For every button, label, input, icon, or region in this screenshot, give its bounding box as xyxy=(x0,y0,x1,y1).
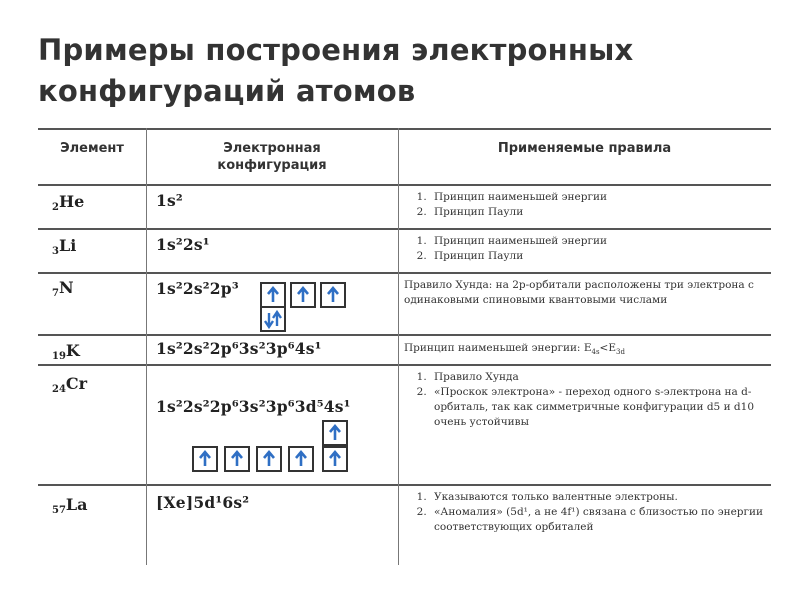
atomic-number: 24 xyxy=(52,384,66,395)
rule-text-pre: Принцип наименьшей энергии: E xyxy=(404,342,592,354)
rule-item: 1. Принцип наименьшей энергии xyxy=(430,234,766,249)
arrow-up-icon xyxy=(292,284,314,306)
element-symbol: La xyxy=(65,495,88,514)
config-li: 1s²2s¹ xyxy=(156,235,210,254)
table-top-border xyxy=(38,128,771,130)
title-line-1: Примеры построения электронных xyxy=(38,33,634,67)
element-li xyxy=(52,236,147,257)
config-he: 1s² xyxy=(156,191,183,210)
rule-text xyxy=(404,341,766,360)
rules-n xyxy=(404,278,766,308)
orbital-box-2s xyxy=(260,306,286,332)
rule-item: 2. «Проскок электрона» - переход одного s-электрона на d-орбиталь, так как симметричные конфигурации d5 и d10 очень устойчивы xyxy=(430,385,766,430)
orbital-box-2p xyxy=(320,282,346,308)
row-divider xyxy=(38,484,771,486)
element-he xyxy=(52,192,147,213)
config-cr: 1s²2s²2p⁶3s²3p⁶3d⁵4s¹ xyxy=(156,397,351,416)
arrow-up-icon xyxy=(258,448,280,470)
rule-item: 1. Правило Хунда xyxy=(430,370,766,385)
row-divider xyxy=(38,228,771,230)
element-symbol: Li xyxy=(58,236,77,255)
rule-item: 1. Принцип наименьшей энергии xyxy=(430,190,766,205)
element-n xyxy=(52,278,147,299)
arrow-up-icon xyxy=(322,284,344,306)
orbital-box-3d xyxy=(288,446,314,472)
orbital-box-2p xyxy=(290,282,316,308)
header-config-line-1: Электронная xyxy=(223,141,321,156)
config-la: [Xe]5d¹6s² xyxy=(156,493,250,512)
config-k: 1s²2s²2p⁶3s²3p⁶4s¹ xyxy=(156,339,322,358)
orbital-box-3d xyxy=(224,446,250,472)
title-line-2: конфигураций атомов xyxy=(38,74,416,108)
atomic-number: 19 xyxy=(52,351,66,362)
row-divider xyxy=(38,272,771,274)
rule-item: 2. Принцип Паули xyxy=(430,249,766,264)
element-cr xyxy=(52,374,147,395)
element-k xyxy=(52,341,147,362)
element-symbol: He xyxy=(58,192,85,211)
column-divider xyxy=(398,128,399,565)
header-divider xyxy=(38,184,771,186)
arrow-up-down-icon xyxy=(262,308,284,330)
arrow-up-icon xyxy=(324,422,346,444)
header-config xyxy=(146,140,398,174)
page-title xyxy=(38,30,768,112)
rule-sub-3d: 3d xyxy=(616,348,625,357)
rule-text: Правило Хунда: на 2p-орбитали расположены три электрона с одинаковыми спиновыми квантовыми числами xyxy=(404,279,754,306)
rule-item: 2. Принцип Паули xyxy=(430,205,766,220)
orbital-box-3d xyxy=(322,446,348,472)
orbital-box-3d xyxy=(192,446,218,472)
element-symbol: N xyxy=(58,278,74,297)
arrow-up-icon xyxy=(290,448,312,470)
rules-k xyxy=(404,341,766,360)
atomic-number: 2 xyxy=(52,202,59,213)
rules-cr xyxy=(404,370,766,430)
element-symbol: Cr xyxy=(65,374,88,393)
orbital-box-2p xyxy=(260,282,286,308)
atomic-number: 3 xyxy=(52,246,59,257)
rule-sub-4s: 4s xyxy=(591,348,600,357)
config-n: 1s²2s²2p³ xyxy=(156,279,239,298)
header-element: Элемент xyxy=(60,141,124,156)
rules-he xyxy=(404,190,766,220)
header-rules: Применяемые правила xyxy=(497,141,672,156)
orbital-box-3d xyxy=(256,446,282,472)
rules-la xyxy=(404,490,766,535)
arrow-up-icon xyxy=(324,448,346,470)
arrow-up-icon xyxy=(194,448,216,470)
rules-li xyxy=(404,234,766,264)
arrow-up-icon xyxy=(262,284,284,306)
rule-item: 1. Указываются только валентные электроны. xyxy=(430,490,766,505)
row-divider xyxy=(38,334,771,336)
atomic-number: 7 xyxy=(52,288,59,299)
rule-text-mid: <E xyxy=(599,342,616,354)
element-symbol: K xyxy=(65,341,80,360)
rule-item: 2. «Аномалия» (5d¹, а не 4f¹) связана с близостью по энергии соответствующих орбиталей xyxy=(430,505,766,535)
configurations-table xyxy=(38,128,771,565)
element-la xyxy=(52,495,147,516)
orbital-box-4s xyxy=(322,420,348,446)
row-divider xyxy=(38,364,771,366)
arrow-up-icon xyxy=(226,448,248,470)
header-config-line-2: конфигурация xyxy=(217,158,327,173)
atomic-number: 57 xyxy=(52,505,66,516)
